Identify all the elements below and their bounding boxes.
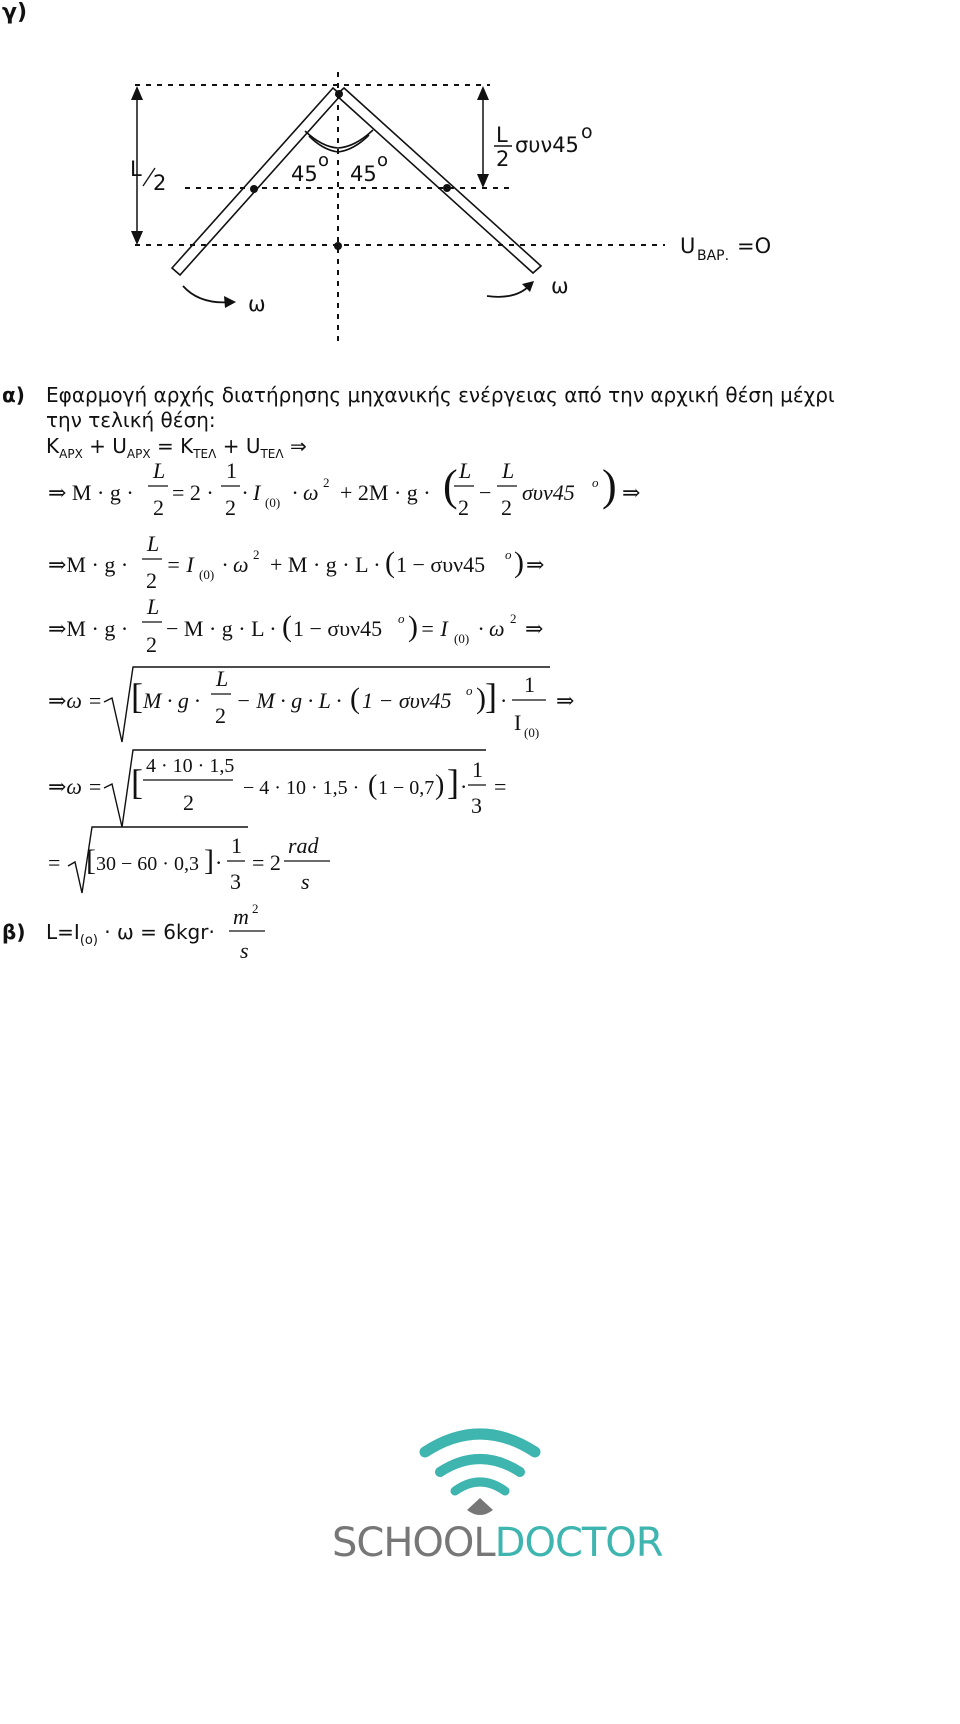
svg-text:⇒: ⇒ [556, 688, 575, 713]
svg-text:(: ( [282, 610, 292, 643]
svg-text:1 − συν45: 1 − συν45 [293, 616, 383, 641]
svg-text:L: L [147, 594, 160, 619]
part-a-text-line2: την τελική θέση: [46, 408, 216, 432]
svg-text:L: L [153, 458, 166, 483]
svg-text:2: 2 [323, 475, 330, 490]
svg-text:⇒ω =: ⇒ω = [48, 774, 103, 799]
reference-label: U [680, 234, 696, 258]
svg-text:−: − [479, 480, 492, 505]
svg-text:2: 2 [146, 568, 157, 593]
equation-6 [48, 827, 330, 894]
svg-text:1: 1 [472, 757, 483, 782]
logo-text-doctor: DOCTOR [494, 1520, 663, 1566]
svg-text:2: 2 [253, 547, 260, 562]
svg-text:o: o [505, 547, 512, 562]
svg-text:L: L [502, 458, 515, 483]
svg-text:· ω: · ω [292, 480, 319, 505]
svg-text:⇒: ⇒ [622, 480, 641, 505]
svg-text:): ) [435, 770, 445, 801]
svg-text:·: · [215, 850, 223, 875]
svg-text:⇒: ⇒ [526, 552, 545, 577]
svg-text:= I: = I [166, 552, 194, 577]
svg-text:1 − 0,7: 1 − 0,7 [378, 777, 435, 799]
svg-text:1 − συν45: 1 − συν45 [362, 688, 452, 713]
svg-text:· ω: · ω [478, 616, 505, 641]
svg-text:3: 3 [230, 869, 241, 894]
part-g-label: γ) [2, 0, 28, 25]
pivot-point [335, 90, 343, 98]
arrow-up-icon [131, 86, 143, 100]
angle-left-label: 45 [291, 162, 318, 186]
svg-text:(0): (0) [524, 725, 540, 740]
equation-5 [48, 750, 506, 827]
arrow-up-icon [477, 86, 489, 100]
part-b-formula: $L=I_{(o)} \cdot \omega = 6kgr\cdot$ [46, 920, 215, 948]
svg-text:L: L [459, 458, 472, 483]
svg-text:I: I [514, 710, 522, 735]
svg-text:·: · [500, 688, 508, 713]
svg-text:o: o [398, 611, 405, 626]
height-label-num: L [496, 123, 508, 147]
logo-text-school: SCHOOL [332, 1520, 495, 1566]
svg-text:− M · g · L ·: − M · g · L · [166, 616, 277, 641]
label-2: 2 [153, 171, 167, 195]
part-b-label: β) [2, 920, 26, 944]
svg-text:2: 2 [458, 495, 469, 520]
angle-right-label: 45 [350, 162, 377, 186]
svg-text:): ) [602, 461, 617, 510]
equation-4 [48, 666, 574, 742]
svg-text:(: ( [350, 682, 360, 715]
svg-text:1: 1 [231, 833, 242, 858]
svg-text:2: 2 [252, 901, 259, 916]
height-label-degree: o [581, 121, 593, 143]
svg-text:s: s [240, 938, 249, 963]
part-a-text-line1: Εφαρμογή αρχής διατήρησης μηχανικής ενέργειας από την αρχική θέση μέχρι [46, 383, 835, 407]
svg-text:(: ( [385, 546, 395, 579]
omega-left: ω [248, 292, 266, 316]
svg-text:L: L [147, 531, 160, 556]
svg-text:L: L [216, 666, 229, 691]
svg-text:⇒: ⇒ [525, 616, 544, 641]
svg-text:[: [ [86, 844, 96, 877]
svg-text:1: 1 [524, 672, 535, 697]
svg-text:2: 2 [501, 495, 512, 520]
svg-text:s: s [301, 869, 310, 894]
svg-text:1: 1 [226, 458, 237, 483]
math-derivation [0, 455, 960, 975]
svg-text:=: = [48, 850, 61, 875]
svg-text:= 2: = 2 [252, 850, 281, 875]
svg-text:]: ] [447, 762, 459, 802]
svg-text:(: ( [368, 770, 378, 801]
label-l: L [130, 157, 142, 181]
svg-text:(0): (0) [265, 495, 281, 510]
bottom-point [334, 242, 342, 250]
svg-text:⇒M · g ·: ⇒M · g · [48, 616, 129, 641]
svg-text:− M · g · L ·: − M · g · L · [236, 688, 342, 713]
svg-text:): ) [408, 610, 418, 643]
left-center-of-mass [250, 185, 258, 193]
svg-text:− 4 · 10 · 1,5 ·: − 4 · 10 · 1,5 · [243, 777, 360, 799]
svg-text:): ) [514, 546, 524, 579]
svg-text:o: o [592, 475, 599, 490]
svg-text:⇒ω =: ⇒ω = [48, 688, 103, 713]
angle-right-degree: o [377, 150, 389, 171]
svg-text:m: m [233, 904, 249, 929]
omega-right: ω [551, 274, 569, 298]
svg-text:(0): (0) [454, 631, 470, 646]
svg-text:συν45: συν45 [522, 480, 575, 505]
svg-text:2: 2 [225, 495, 236, 520]
equation-1 [48, 458, 640, 520]
part-a-label: α) [2, 383, 25, 407]
svg-text:3: 3 [471, 793, 482, 818]
svg-text:+ 2M · g ·: + 2M · g · [340, 480, 431, 505]
angle-left-degree: o [318, 150, 330, 171]
svg-text:]: ] [204, 844, 214, 877]
equation-2 [48, 531, 544, 593]
svg-text:=: = [494, 774, 507, 799]
svg-text:(0): (0) [199, 567, 215, 582]
reference-tail: =O [737, 234, 772, 258]
svg-text:[: [ [131, 676, 143, 716]
right-rotation-arrow [487, 285, 530, 297]
arrow-down-icon [131, 231, 143, 245]
svg-text:2: 2 [510, 611, 517, 626]
energy-conservation-equation: $K_{APX} + U_{APX} = K_{TE\Lambda} + U_{TE\Lambda}$ ⇒ [46, 434, 307, 461]
svg-text:4 · 10 · 1,5: 4 · 10 · 1,5 [146, 755, 235, 777]
svg-text:= I: = I [420, 616, 448, 641]
svg-text:⇒ M · g ·: ⇒ M · g · [48, 480, 134, 505]
svg-text:rad: rad [288, 833, 319, 858]
equation-3 [48, 594, 543, 657]
reference-sub: ΒΑΡ. [697, 248, 730, 264]
svg-text:· I: · I [242, 480, 261, 505]
svg-text:]: ] [485, 676, 497, 716]
height-label-text: συν45 [515, 133, 579, 157]
svg-text:[: [ [131, 762, 143, 802]
svg-text:⇒M · g ·: ⇒M · g · [48, 552, 129, 577]
height-label-den: 2 [496, 147, 510, 171]
svg-text:o: o [466, 683, 473, 698]
svg-text:M · g ·: M · g · [143, 688, 200, 713]
svg-text:2: 2 [153, 495, 164, 520]
svg-text:· ω: · ω [222, 552, 249, 577]
pendulum-diagram [0, 0, 960, 400]
svg-text:= 2 ·: = 2 · [172, 480, 214, 505]
arrow-down-icon [477, 174, 489, 188]
right-center-of-mass [443, 184, 451, 192]
svg-text:1 − συν45: 1 − συν45 [396, 552, 486, 577]
part-b-unit [225, 900, 275, 970]
svg-text:2: 2 [215, 703, 226, 728]
svg-text:(: ( [443, 461, 458, 510]
svg-text:2: 2 [183, 790, 194, 815]
svg-text:): ) [476, 682, 486, 715]
schooldoctor-logo [330, 1428, 663, 1578]
arrow-right-icon [224, 296, 236, 308]
svg-text:·: · [460, 774, 468, 799]
svg-text:30 − 60 · 0,3: 30 − 60 · 0,3 [96, 853, 199, 875]
svg-text:+ M · g · L ·: + M · g · L · [270, 552, 381, 577]
svg-text:2: 2 [146, 632, 157, 657]
